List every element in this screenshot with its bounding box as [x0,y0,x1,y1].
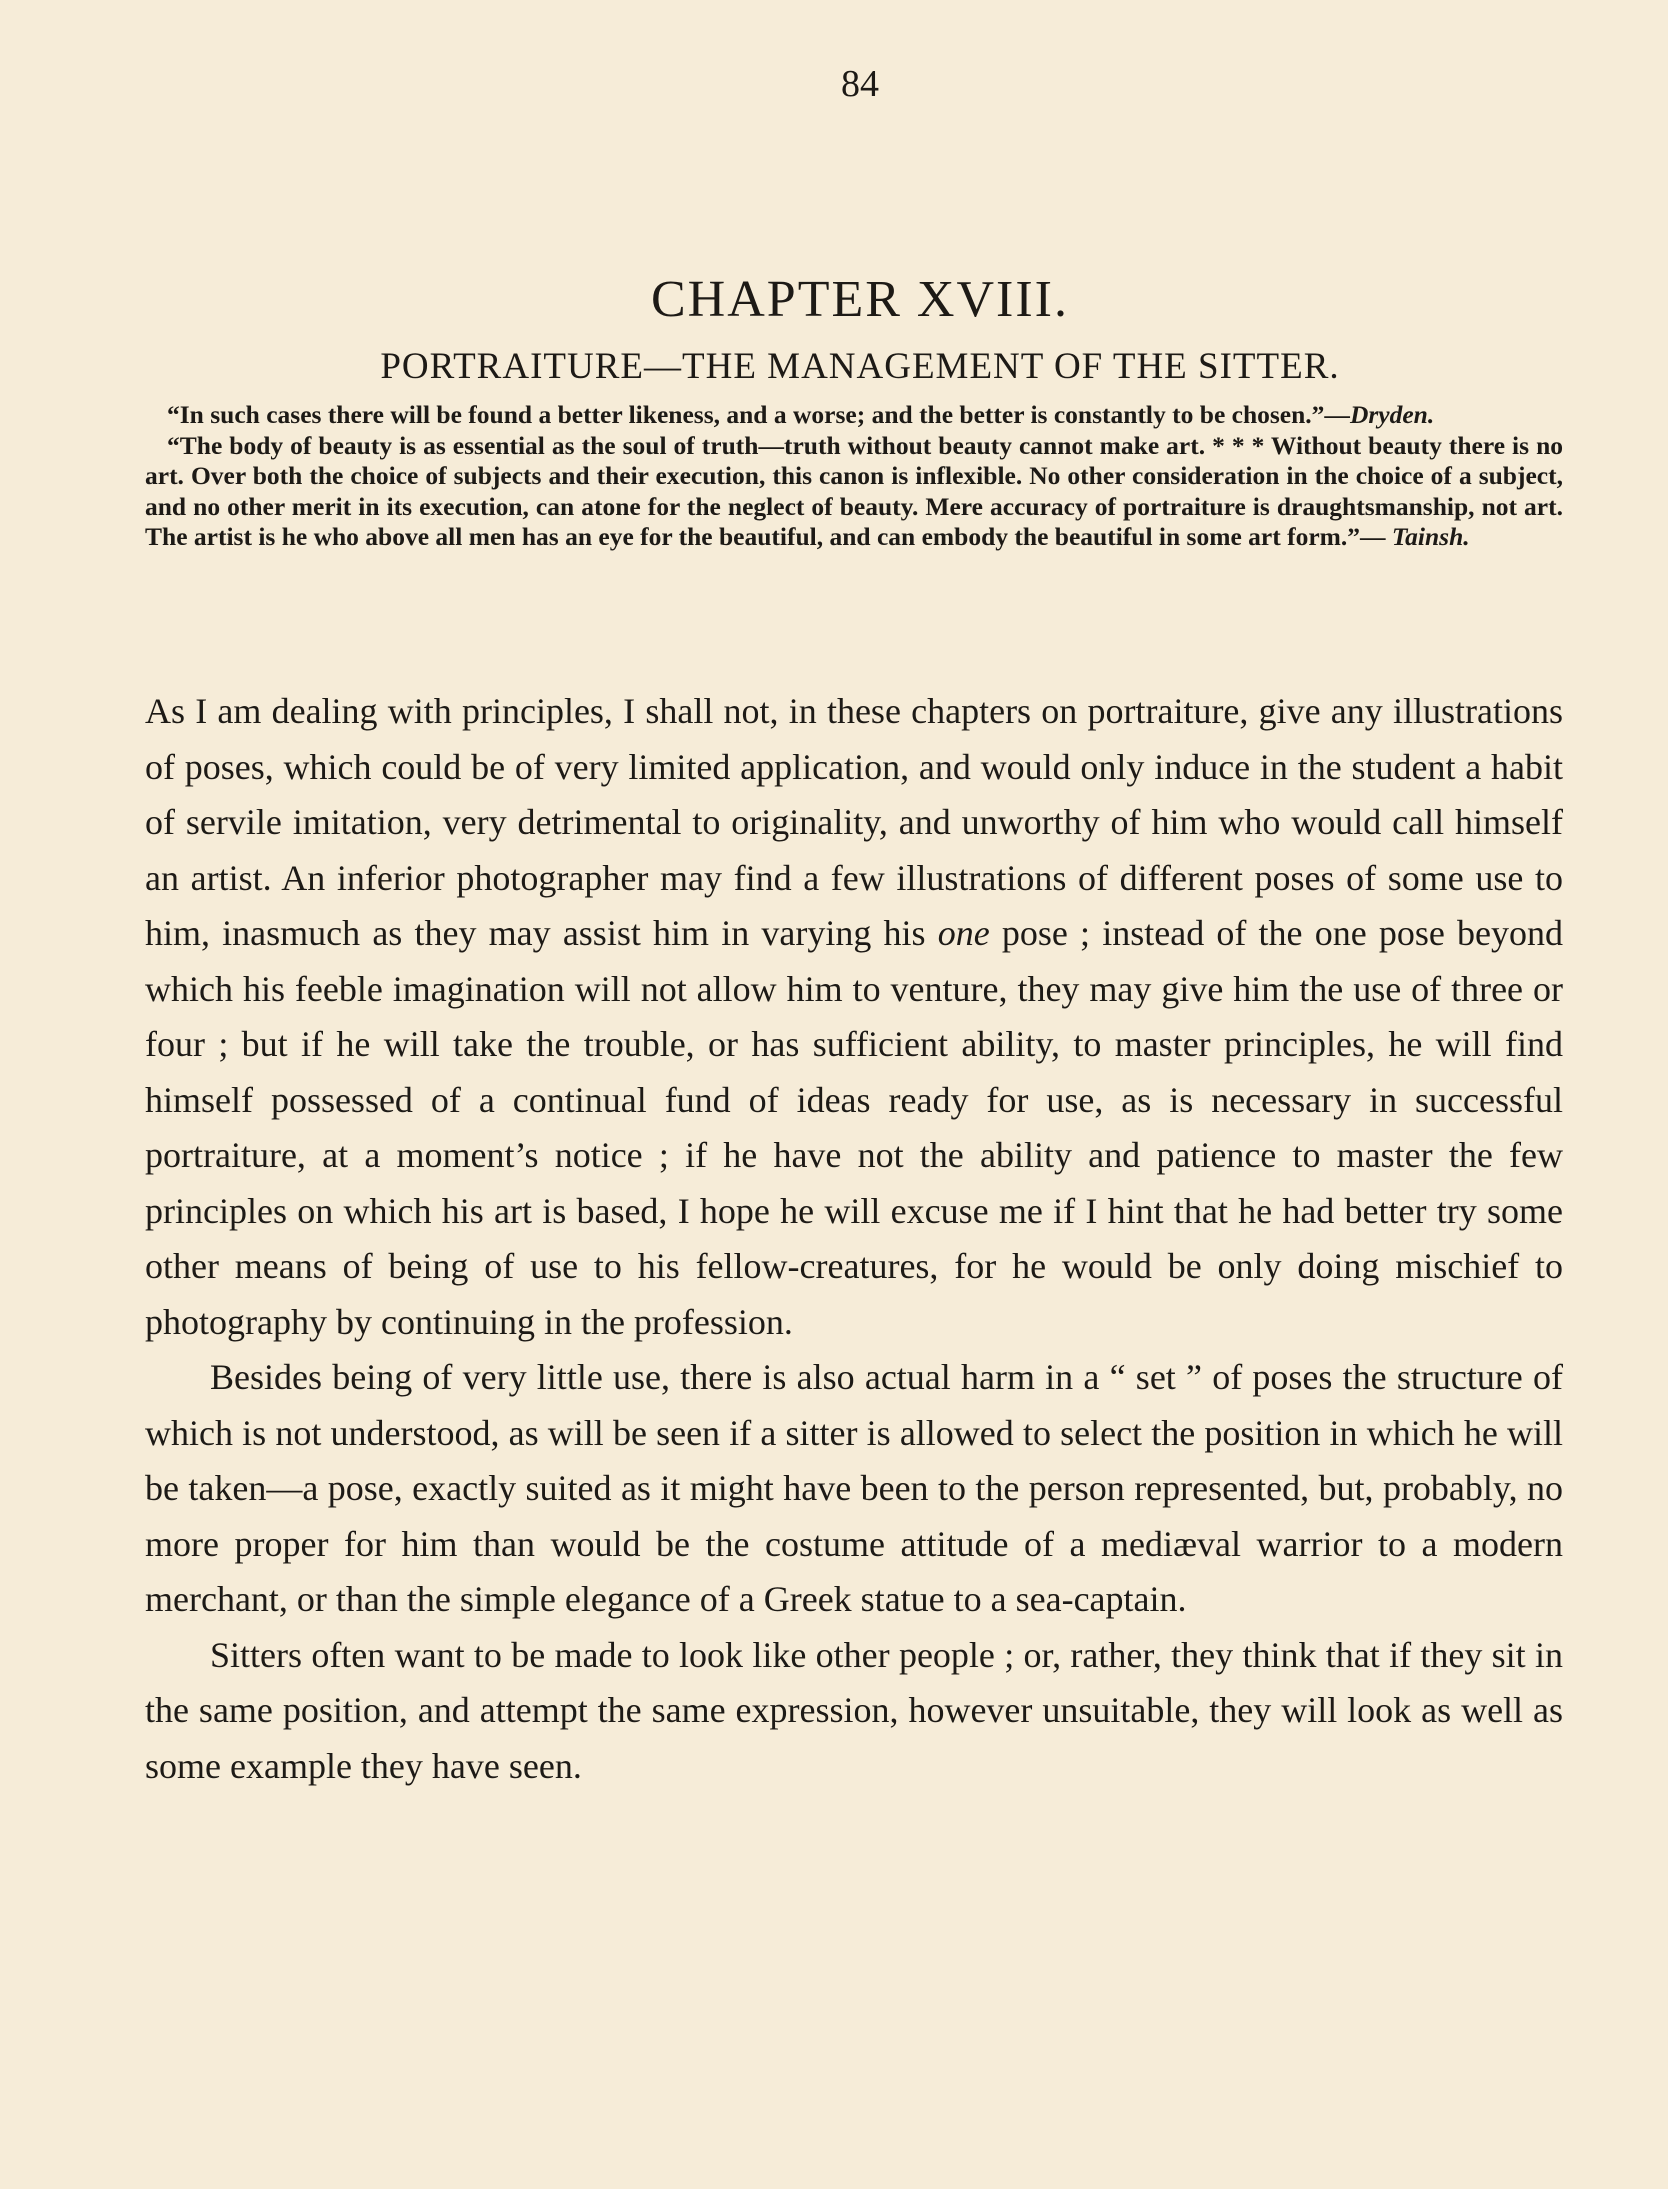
epigraphs [145,400,1563,553]
paragraph-text: As I am dealing with principles, I shall not, in these chapters on portraiture, give any illustrations of poses, which could be of very limited application, and would only induce in the student a habit of servile imitation, very detrimental to originality, and unworthy of him who would call himself an artist. An inferior photographer may find a few illustrations of different poses of some use to him, inasmuch as they may assist him in varying his [145,691,1563,953]
paragraph-principles [145,684,1563,1350]
body-text [145,684,1563,1794]
paragraph-sitters: Sitters often want to be made to look like other people ; or, rather, they think that if they sit in the same position, and attempt the same expression, however unsuitable, they will look as well as some example they have seen. [145,1634,1563,1786]
epigraph-text: “In such cases there will be found a better likeness, and a worse; and the better is constantly to be chosen.”— [167,400,1350,429]
epigraph-text: “The body of beauty is as essential as the soul of truth—truth without beauty cannot make art. * * * Without beauty there is no art. Over both the choice of subjects and their execution, this canon is inflexible. No other consideration in the choice of a subject, and no other merit in its execution, can atone for the neglect of beauty. Mere accuracy of portraiture is draughtsmanship, not art. The artist is he who above all men has an eye for the beautiful, and can embody the beautiful in some art form.”— [145,430,1563,551]
epigraph-attribution: Tainsh. [1391,522,1470,551]
epigraph-dryden [145,400,1563,431]
epigraph-tainsh [145,431,1563,553]
chapter-title: CHAPTER XVIII. [651,271,1069,328]
chapter-subtitle: PORTRAITURE—THE MANAGEMENT OF THE SITTER. [380,346,1340,387]
paragraph-set-of-poses: Besides being of very little use, there is also actual harm in a “ set ” of poses the structure of which is not understood, as will be seen if a sitter is allowed to select the position in which he will be taken—a pose, exactly suited as it might have been to the person represented, but, probably, no more proper for him than would be the costume attitude of a mediæval warrior to a modern merchant, or than the simple elegance of a Greek statue to a sea-captain. [145,1357,1563,1619]
paragraph-text: pose ; instead of the one pose beyond which his feeble imagination will not allow him to venture, they may give him the use of three or four ; but if he will take the trouble, or has sufficient ability, to master principles, he will find himself possessed of a continual fund of ideas ready for use, as is necessary in successful portraiture, at a moment’s notice ; if he have not the ability and patience to master the few principles on which his art is based, I hope he will excuse me if I hint that he had better try some other means of being of use to his fellow-creatures, for he would be only doing mischief to photography by continuing in the profession. [145,913,1564,1342]
page-number: 84 [841,63,879,105]
emphasis-one: one [937,913,990,953]
epigraph-attribution: Dryden. [1349,400,1435,429]
